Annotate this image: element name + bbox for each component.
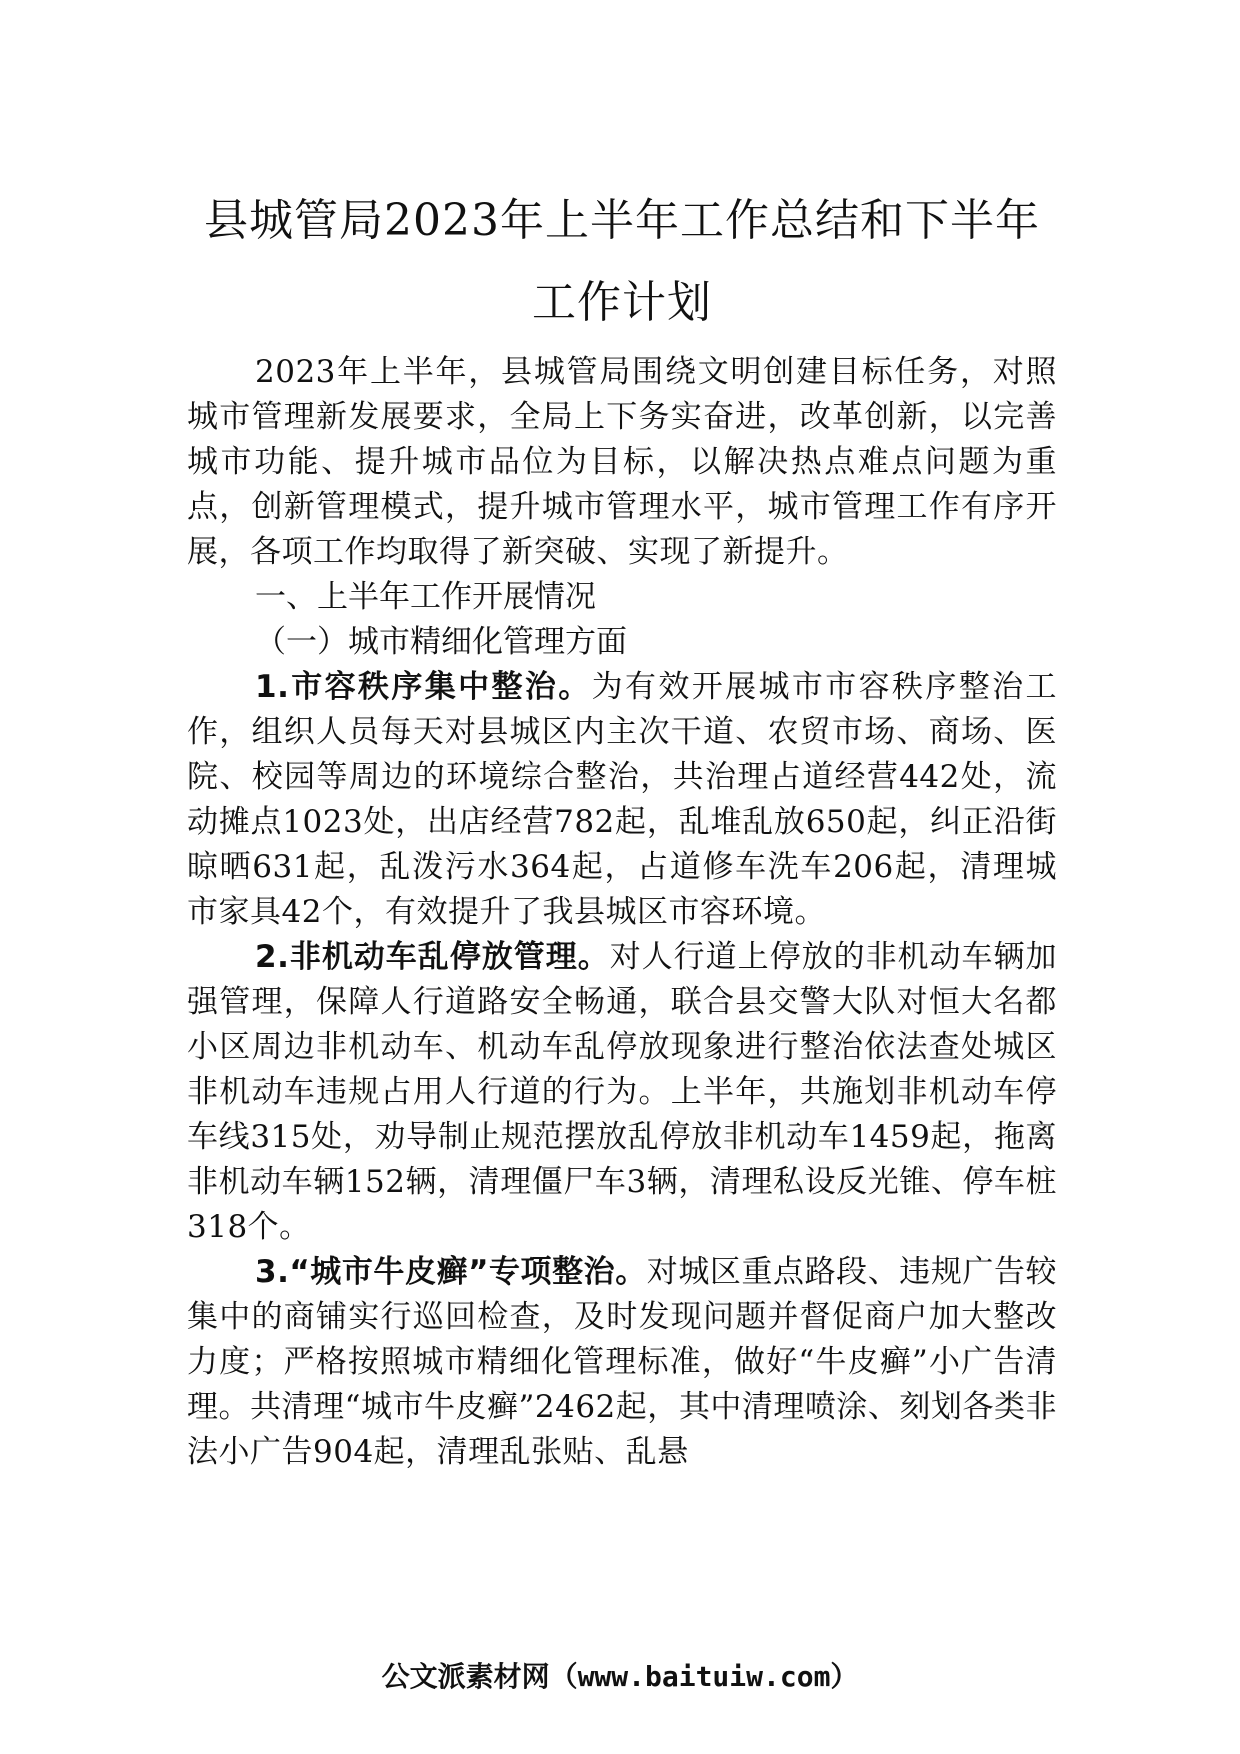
item-paragraph-2 bbox=[187, 935, 1057, 1250]
title-line-2: 工作计划 bbox=[532, 277, 712, 328]
item-body-3: 对城区重点路段、违规广告较集中的商铺实行巡回检查，及时发现问题并督促商户加大整改力度；严格按照城市精细化管理标准，做好“牛皮癣”小广告清理。共清理“城市牛皮癣”2462起，其中清理喷涂、刻划各类非法小广告904起，清理乱张贴、乱悬 bbox=[187, 1254, 1057, 1470]
subsection-heading-1: （一）城市精细化管理方面 bbox=[255, 624, 627, 660]
intro-paragraph: 2023年上半年，县城管局围绕文明创建目标任务，对照城市管理新发展要求，全局上下务实奋进，改革创新，以完善城市功能、提升城市品位为目标，以解决热点难点问题为重点，创新管理模式，提升城市管理水平，城市管理工作有序开展，各项工作均取得了新突破、实现了新提升。 bbox=[187, 354, 1057, 570]
item-lead-3: 3.“城市牛皮癣”专项整治。 bbox=[255, 1254, 647, 1290]
footer-watermark: 公文派素材网（www.baituiw.com） bbox=[381, 1660, 859, 1693]
document-title bbox=[187, 180, 1057, 344]
title-line-1: 县城管局2023年上半年工作总结和下半年 bbox=[204, 195, 1040, 246]
document-page bbox=[187, 180, 1057, 1475]
item-body-1: 为有效开展城市市容秩序整治工作，组织人员每天对县城区内主次干道、农贸市场、商场、医院、校园等周边的环境综合整治，共治理占道经营442处，流动摊点1023处，出店经营782起，乱堆乱放650起，纠正沿街晾晒631起，乱泼污水364起，占道修车洗车206起，清理城市家具42个，有效提升了我县城区市容环境。 bbox=[187, 669, 1057, 930]
item-paragraph-1 bbox=[187, 665, 1057, 935]
item-lead-1: 1.市容秩序集中整治。 bbox=[255, 669, 592, 705]
item-paragraph-3 bbox=[187, 1250, 1057, 1475]
item-lead-2: 2.非机动车乱停放管理。 bbox=[255, 939, 610, 975]
item-body-2: 对人行道上停放的非机动车辆加强管理，保障人行道路安全畅通，联合县交警大队对恒大名都小区周边非机动车、机动车乱停放现象进行整治依法查处城区非机动车违规占用人行道的行为。上半年，共施划非机动车停车线315处，劝导制止规范摆放乱停放非机动车1459起，拖离非机动车辆152辆，清理僵尸车3辆，清理私设反光锥、停车桩318个。 bbox=[187, 939, 1057, 1245]
section-heading-1: 一、上半年工作开展情况 bbox=[255, 579, 596, 615]
